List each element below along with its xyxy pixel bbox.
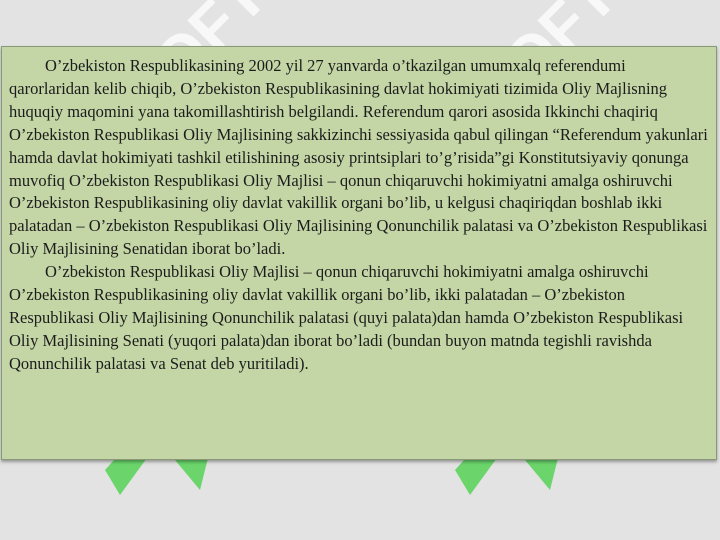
paragraph-2: O’zbekiston Respublikasi Oliy Majlisi – qonun chiqaruvchi hokimiyatni amalga oshiruvchi O’zbekiston Respublikasining oliy davlat vakillik organi bo’lib, ikki palatadan – O’zbekiston Respublikasi Oliy Majlisining Qonunchilik palatasi (quyi palata)dan hamda O’zbekiston Respublikasi Oliy Majlisining Senati (yuqori palata)dan iborat bo’ladi (bundan buyon matnda tegishli ravishda Qonunchilik palatasi va Senat deb yuritiladi). <box>9 262 684 373</box>
text-box <box>1 46 717 460</box>
paragraph-1: O’zbekiston Respublikasining 2002 yil 27 yanvarda o’tkazilgan umumxalq referendumi qarorlaridan kelib chiqib, O’zbekiston Respublikasining davlat hokimiyati tizimida Oliy Majlisning huquqiy maqomini yana takomillashtirish belgilandi. Referendum qarori asosida Ikkinchi chaqiriq O’zbekiston Respublikasi Oliy Majlisining sakkizinchi sessiyasida qabul qilingan “Referendum yakunlari hamda davlat hokimiyati tashkil etilishining asosiy printsiplari to’g’risida”gi Konstitutsiyaviy qonunga muvofiq O’zbekiston Respublikasi Oliy Majlisi – qonun chiqaruvchi hokimiyatni amalga oshiruvchi O’zbekiston Respublikasining oliy davlat vakillik organi bo’lib, u kelgusi chaqiriqdan boshlab ikki palatadan – O’zbekiston Respublikasi Oliy Majlisining Qonunchilik palatasi va O’zbekiston Respublikasi Oliy Majlisining Senatidan iborat bo’ladi. <box>9 56 708 259</box>
